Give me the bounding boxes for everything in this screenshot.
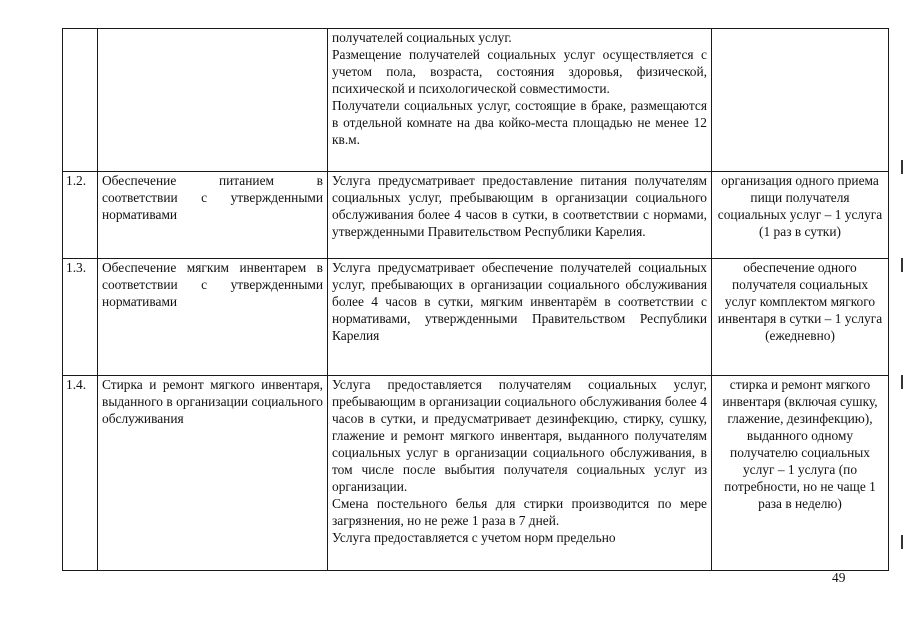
description-paragraph: Размещение получателей социальных услуг осуществляется с учетом пола, возраста, состояния здоровья, физической, психической и психологической совместимости. <box>332 47 707 96</box>
scan-edge-mark <box>901 535 903 549</box>
table-row <box>63 376 889 571</box>
service-description <box>328 29 712 172</box>
services-table <box>62 28 889 571</box>
page-number: 49 <box>832 570 846 585</box>
service-name: Обеспечение мягким инвентарем в соответствии с утвержденными нормативами <box>98 259 328 376</box>
description-paragraph: Услуга предусматривает предоставление питания получателям социальных услуг, пребывающим в организации социального обслуживания более 4 часов в сутки, в соответствии с нормами, утвержденными Правительством Республики Карелия. <box>332 173 707 239</box>
description-paragraph: Услуга предусматривает обеспечение получателей социальных услуг, пребывающих в организации социального обслуживания более 4 часов в сутки, мягким инвентарём в соответствии с нормативами, утвержденными Правительством Республики Карелия <box>332 260 707 343</box>
description-paragraph: Услуга предоставляется получателям социальных услуг, пребывающим в организации социального обслуживания более 4 часов в сутки, и предусматривает дезинфекцию, стирку, сушку, глажение и ремонт мягкого инвентаря, выданного получателям социальных услуг в организации социального обслуживания, в том числе после выбытия получателя социальных услуг из организации. <box>332 377 707 494</box>
service-volume: обеспечение одного получателя социальных услуг комплектом мягкого инвентаря в сутки – 1 услуга (ежедневно) <box>712 259 889 376</box>
service-volume: стирка и ремонт мягкого инвентаря (включая сушку, глажение, дезинфекцию), выданного одному получателю социальных услуг – 1 услуга (по потребности, но не чаще 1 раза в неделю) <box>712 376 889 571</box>
scan-edge-mark <box>901 258 903 272</box>
row-number: 1.4. <box>63 376 98 571</box>
service-description <box>328 376 712 571</box>
row-number <box>63 29 98 172</box>
scan-edge-mark <box>901 160 903 174</box>
description-paragraph: Услуга предоставляется с учетом норм предельно <box>332 530 616 545</box>
service-volume: организация одного приема пищи получателя социальных услуг – 1 услуга (1 раз в сутки) <box>712 172 889 259</box>
service-volume <box>712 29 889 172</box>
description-paragraph: Получатели социальных услуг, состоящие в браке, размещаются в отдельной комнате на два койко-места площадью не менее 12 кв.м. <box>332 98 707 147</box>
table-row <box>63 29 889 172</box>
scan-edge-mark <box>901 375 903 389</box>
service-name <box>98 29 328 172</box>
service-name: Стирка и ремонт мягкого инвентаря, выданного в организации социального обслуживания <box>98 376 328 571</box>
row-number: 1.3. <box>63 259 98 376</box>
service-description <box>328 259 712 376</box>
row-number: 1.2. <box>63 172 98 259</box>
service-name: Обеспечение питанием в соответствии с утвержденными нормативами <box>98 172 328 259</box>
description-paragraph: Смена постельного белья для стирки производится по мере загрязнения, но не реже 1 раза в 7 дней. <box>332 496 707 528</box>
table-row <box>63 259 889 376</box>
table-row <box>63 172 889 259</box>
service-description <box>328 172 712 259</box>
description-paragraph: получателей социальных услуг. <box>332 30 512 45</box>
